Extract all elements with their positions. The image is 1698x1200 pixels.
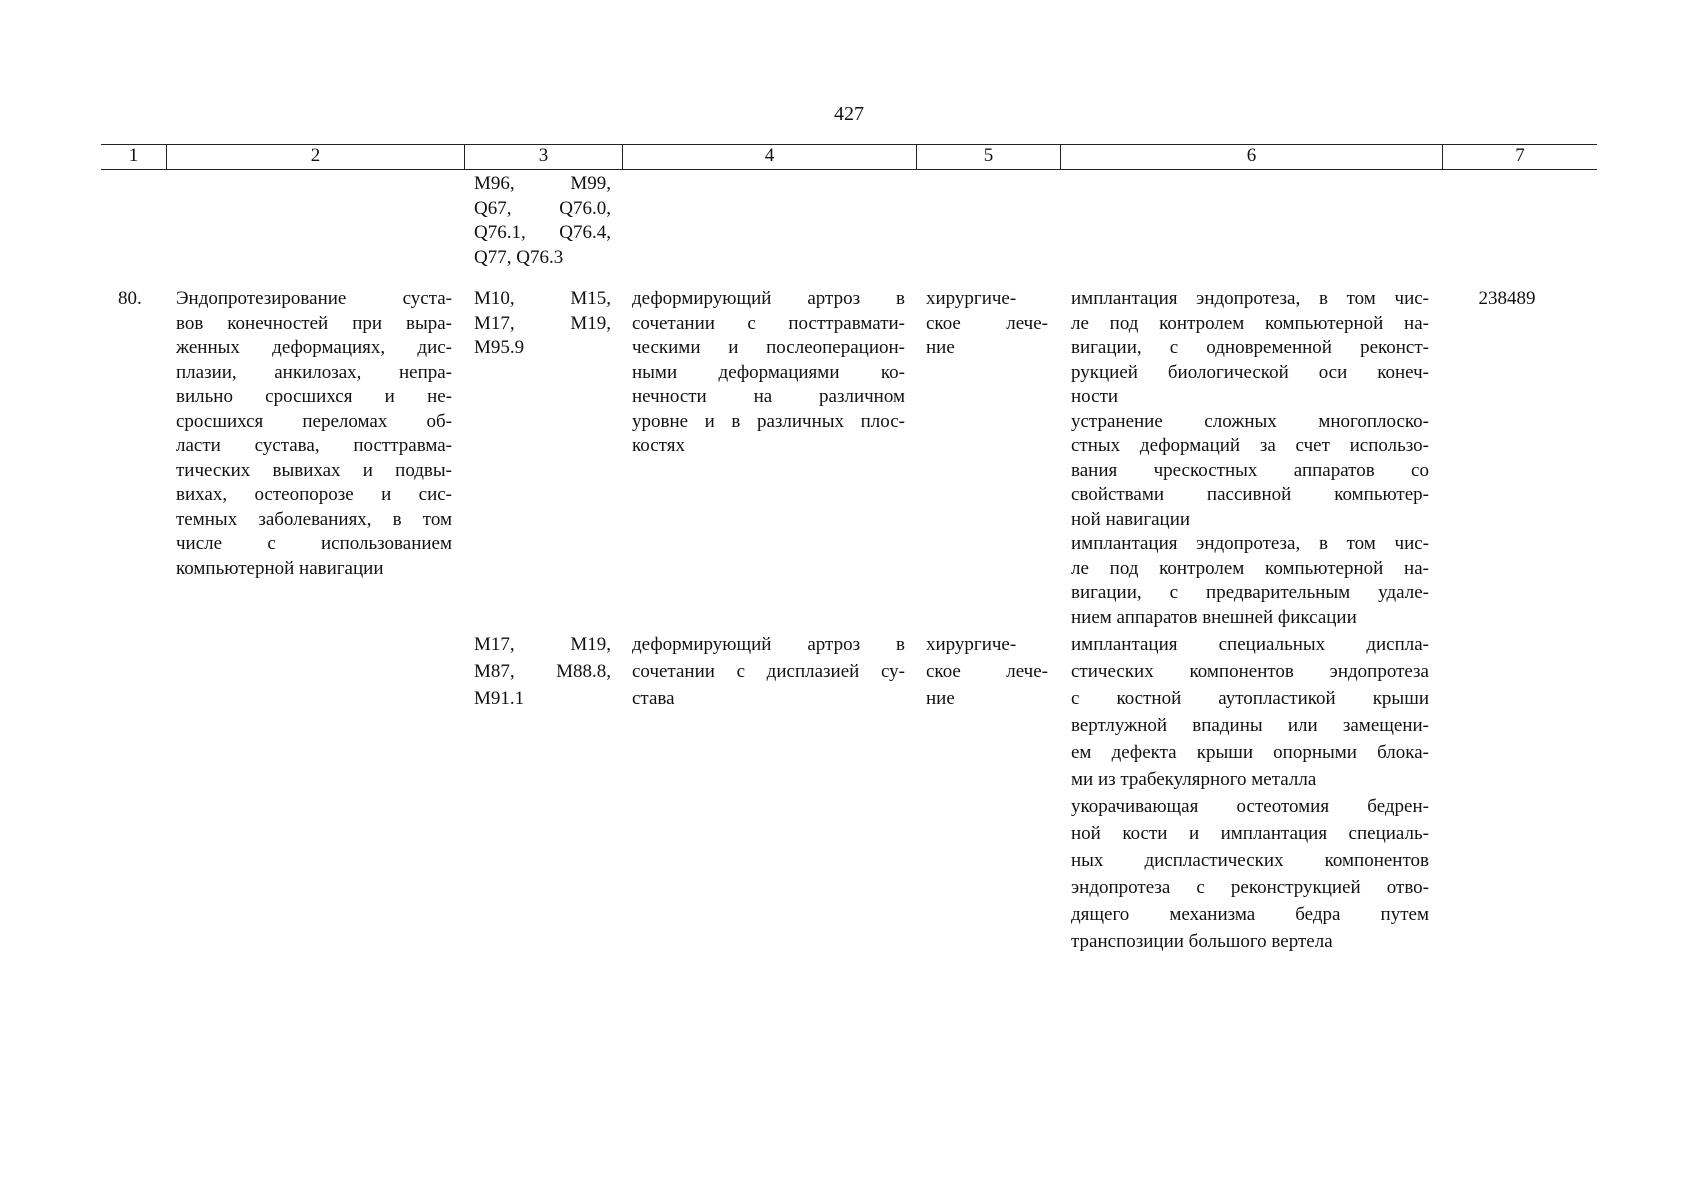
text-line: M17, M19, — [474, 634, 611, 655]
treatment-type — [926, 287, 1048, 361]
icd-codes — [474, 287, 611, 361]
treatment-methods — [1071, 287, 1429, 630]
text-line: нечности на различном — [632, 386, 905, 407]
text-line: устранение сложных многоплоско- — [1071, 410, 1429, 432]
text-line: Q67, Q76.0, — [474, 197, 611, 219]
text-line: эндопротеза с реконструкцией отво- — [1071, 877, 1429, 898]
text-line: ле под контролем компьютерной на- — [1071, 557, 1429, 579]
text-line: M87, M88.8, — [474, 661, 611, 682]
text-line: вертлужной впадины или замещени- — [1071, 715, 1429, 736]
treatment-methods — [1071, 631, 1429, 955]
text-line: свойствами пассивной компьютер- — [1071, 484, 1429, 505]
text-line: Q77, Q76.3 — [474, 246, 564, 268]
text-line: имплантация эндопротеза, в том чис- — [1071, 533, 1429, 554]
text-line: ние — [926, 337, 955, 358]
text-line: рукцией биологической оси конеч- — [1071, 361, 1429, 383]
text-line: вильно сросшихся и не- — [176, 386, 452, 407]
text-line: дящего механизма бедра путем — [1071, 904, 1429, 925]
price: 238489 — [1478, 288, 1536, 309]
text-line: уровне и в различных плос- — [632, 410, 905, 432]
text-line: стических компонентов эндопротеза — [1071, 661, 1429, 682]
text-line: вов конечностей при выра- — [176, 312, 452, 334]
text-line: ными деформациями ко- — [632, 361, 905, 383]
text-line: M10, M15, — [474, 288, 611, 309]
text-line: става — [632, 688, 675, 709]
text-line: M96, M99, — [474, 173, 611, 194]
text-line: вигации, с предварительным удале- — [1071, 582, 1429, 603]
header-col-2: 2 — [166, 145, 464, 169]
text-line: укорачивающая остеотомия бедрен- — [1071, 796, 1429, 817]
text-line: темных заболеваниях, в том — [176, 508, 452, 530]
text-line: Эндопротезирование суста- — [176, 288, 452, 309]
text-line: вихах, остеопорозе и сис- — [176, 484, 452, 505]
text-line: сочетании с посттравмати- — [632, 312, 905, 334]
text-line: ной кости и имплантация специаль- — [1071, 823, 1429, 844]
text-line: числе с использованием — [176, 533, 452, 554]
text-line: ние — [926, 688, 955, 709]
text-line: вания чрескостных аппаратов со — [1071, 459, 1429, 481]
treatment-type — [926, 631, 1048, 712]
text-line: вигации, с одновременной реконст- — [1071, 337, 1429, 358]
text-line: сросшихся переломах об- — [176, 410, 452, 432]
diagnosis — [632, 287, 905, 459]
text-line: женных деформациях, дис- — [176, 337, 452, 358]
text-line: компьютерной навигации — [176, 557, 384, 579]
text-line: ле под контролем компьютерной на- — [1071, 312, 1429, 334]
text-line: M91.1 — [474, 688, 525, 709]
header-col-7: 7 — [1442, 145, 1597, 169]
text-line: костях — [632, 435, 685, 456]
text-line: ности — [1071, 386, 1119, 407]
header-col-5: 5 — [916, 145, 1060, 169]
text-line: M95.9 — [474, 337, 525, 358]
text-line: хирургиче- — [926, 288, 1017, 309]
text-line: нием аппаратов внешней фиксации — [1071, 606, 1357, 628]
text-line: имплантация эндопротеза, в том чис- — [1071, 288, 1429, 309]
procedure-name — [176, 287, 452, 581]
text-line: ми из трабекулярного металла — [1071, 769, 1317, 790]
text-line: ческими и послеоперацион- — [632, 337, 905, 358]
diagnosis — [632, 631, 905, 712]
text-line: деформирующий артроз в — [632, 288, 905, 309]
text-line: с костной аутопластикой крыши — [1071, 688, 1429, 709]
header-col-6: 6 — [1060, 145, 1442, 169]
header-col-4: 4 — [622, 145, 916, 169]
text-line: хирургиче- — [926, 634, 1017, 655]
row-number: 80. — [118, 288, 142, 309]
icd-codes — [474, 631, 611, 712]
text-line: M17, M19, — [474, 312, 611, 334]
text-line: ных диспластических компонентов — [1071, 850, 1429, 871]
header-col-1: 1 — [128, 145, 139, 166]
table-header-row — [101, 144, 1597, 170]
text-line: ем дефекта крыши опорными блока- — [1071, 742, 1429, 763]
text-line: плазии, анкилозах, непра- — [176, 361, 452, 383]
text-line: стных деформаций за счет использо- — [1071, 435, 1429, 456]
text-line: имплантация специальных диспла- — [1071, 634, 1429, 655]
text-line: ское лече- — [926, 312, 1048, 334]
text-line: ское лече- — [926, 661, 1048, 682]
text-line: ной навигации — [1071, 508, 1191, 530]
text-line: транспозиции большого вертела — [1071, 931, 1333, 952]
text-line: сочетании с дисплазией су- — [632, 661, 905, 682]
continuation-codes — [474, 172, 611, 270]
text-line: деформирующий артроз в — [632, 634, 905, 655]
text-line: ласти сустава, посттравма- — [176, 435, 452, 456]
text-line: тических вывихах и подвы- — [176, 459, 452, 481]
text-line: Q76.1, Q76.4, — [474, 222, 611, 243]
header-col-3: 3 — [464, 145, 622, 169]
page-number: 427 — [834, 103, 864, 125]
